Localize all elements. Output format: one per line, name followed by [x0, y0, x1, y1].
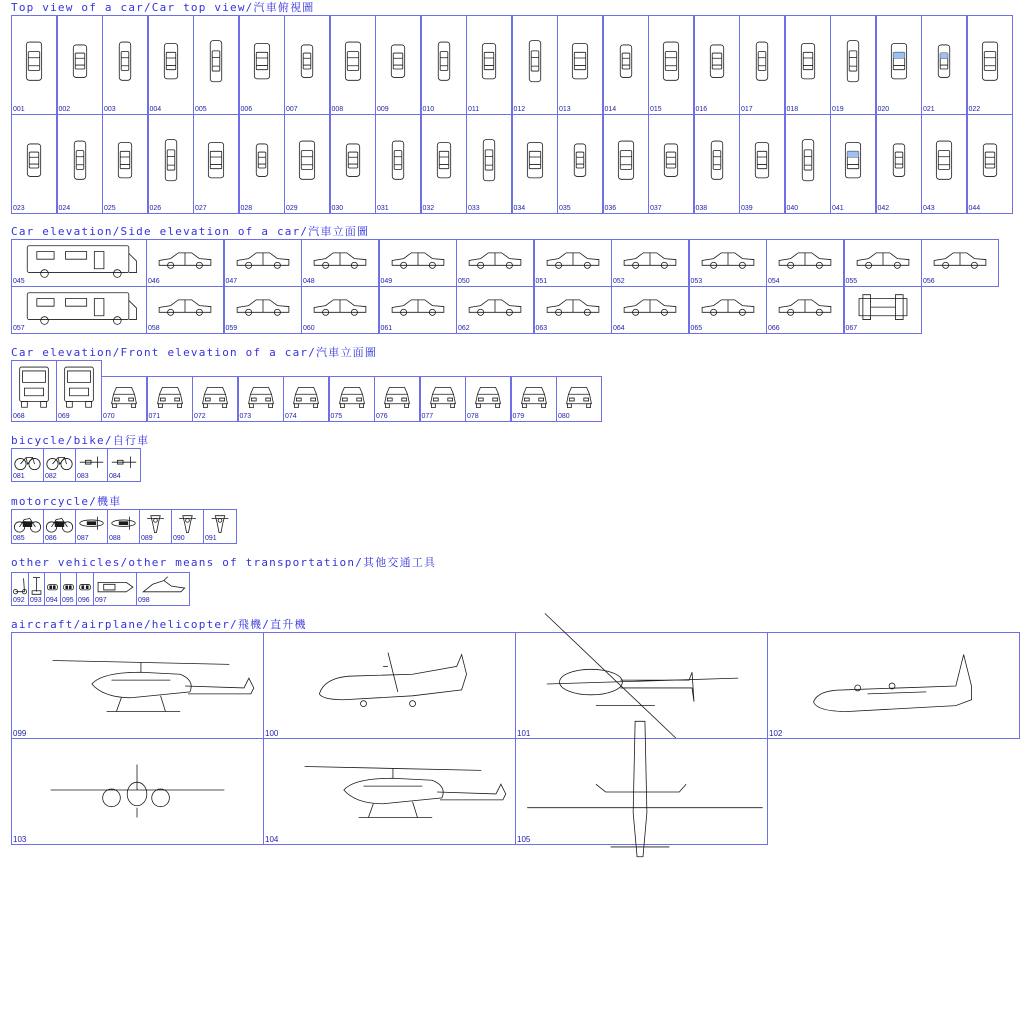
block-067[interactable]	[844, 286, 922, 334]
transport-top-icon	[516, 739, 767, 844]
block-number: 045	[13, 278, 25, 285]
car-top-icon	[103, 16, 147, 114]
block-number: 038	[695, 205, 708, 212]
block-088[interactable]	[107, 509, 140, 544]
block-number: 100	[265, 729, 279, 738]
block-052[interactable]	[611, 239, 689, 287]
block-number: 084	[109, 473, 121, 480]
block-086[interactable]	[43, 509, 76, 544]
block-number: 002	[58, 106, 71, 113]
block-092[interactable]	[11, 572, 29, 606]
section-title-aircraft: aircraft/airplane/helicopter/飛機/直升機	[11, 618, 307, 631]
block-004[interactable]	[148, 15, 194, 115]
car-top-icon	[285, 115, 329, 213]
block-number: 056	[923, 278, 935, 285]
car-top-icon	[331, 115, 375, 213]
car-top-icon	[194, 115, 238, 213]
block-number: 025	[104, 205, 116, 212]
block-number: 027	[195, 205, 207, 212]
block-065[interactable]	[689, 286, 767, 334]
block-018[interactable]	[785, 15, 831, 115]
block-number: 099	[13, 729, 27, 738]
block-090[interactable]	[171, 509, 204, 544]
block-number: 087	[77, 535, 89, 542]
block-078[interactable]	[465, 376, 511, 422]
car-top-icon	[740, 16, 784, 114]
block-089[interactable]	[139, 509, 172, 544]
block-038[interactable]	[694, 114, 740, 214]
block-number: 094	[46, 597, 58, 604]
block-064[interactable]	[611, 286, 689, 334]
car-top-icon	[376, 16, 420, 114]
block-073[interactable]	[238, 376, 284, 422]
block-010[interactable]	[421, 15, 467, 115]
rv-icon	[12, 240, 146, 286]
block-number: 081	[13, 473, 25, 480]
block-008[interactable]	[330, 15, 376, 115]
block-045[interactable]	[11, 239, 147, 287]
block-number: 065	[690, 325, 703, 332]
car-top-icon	[194, 16, 238, 114]
car-top-icon	[149, 115, 193, 213]
block-number: 075	[330, 413, 343, 420]
block-011[interactable]	[466, 15, 512, 115]
block-034[interactable]	[512, 114, 558, 214]
block-096[interactable]	[76, 572, 94, 606]
twin-icon	[12, 739, 263, 844]
block-number: 011	[468, 106, 480, 113]
helicopter-icon	[12, 633, 263, 738]
block-007[interactable]	[284, 15, 330, 115]
car-top-icon	[58, 115, 102, 213]
block-105[interactable]	[515, 738, 768, 845]
section-title-side-elevation: Car elevation/Side elevation of a car/汽車立面圖	[11, 225, 370, 238]
car-top-icon	[240, 115, 284, 213]
block-number: 076	[376, 413, 388, 420]
car-top-icon	[240, 16, 284, 114]
car-top-icon	[376, 115, 420, 213]
block-058[interactable]	[146, 286, 224, 334]
block-number: 006	[240, 106, 253, 113]
block-091[interactable]	[203, 509, 237, 544]
block-005[interactable]	[193, 15, 239, 115]
block-number: 016	[695, 106, 708, 113]
block-number: 085	[13, 535, 25, 542]
block-number: 102	[769, 729, 783, 738]
car-top-icon	[695, 115, 739, 213]
block-071[interactable]	[147, 376, 193, 422]
car-top-icon	[467, 16, 511, 114]
block-055[interactable]	[844, 239, 922, 287]
block-060[interactable]	[301, 286, 379, 334]
block-027[interactable]	[193, 114, 239, 214]
block-number: 053	[690, 278, 703, 285]
block-number: 047	[225, 278, 238, 285]
block-033[interactable]	[466, 114, 512, 214]
car-top-icon	[649, 115, 693, 213]
block-number: 029	[286, 205, 298, 212]
block-number: 070	[103, 413, 115, 420]
block-number: 062	[458, 325, 470, 332]
block-number: 105	[517, 835, 531, 844]
block-022[interactable]	[967, 15, 1013, 115]
block-number: 007	[286, 106, 298, 113]
block-number: 063	[535, 325, 548, 332]
block-081[interactable]	[11, 448, 44, 482]
block-number: 080	[558, 413, 570, 420]
block-080[interactable]	[556, 376, 602, 422]
block-013[interactable]	[557, 15, 603, 115]
block-number: 031	[377, 205, 389, 212]
block-042[interactable]	[876, 114, 922, 214]
block-012[interactable]	[512, 15, 558, 115]
block-048[interactable]	[301, 239, 379, 287]
section-title-front-elevation: Car elevation/Front elevation of a car/汽車立面圖	[11, 346, 378, 359]
block-051[interactable]	[534, 239, 612, 287]
block-number: 072	[194, 413, 206, 420]
car-top-icon	[968, 115, 1012, 213]
block-number: 060	[303, 325, 315, 332]
block-017[interactable]	[739, 15, 785, 115]
car-top-icon	[58, 16, 102, 114]
block-number: 019	[832, 106, 844, 113]
block-040[interactable]	[785, 114, 831, 214]
car-top-icon	[968, 16, 1012, 114]
block-021[interactable]	[921, 15, 967, 115]
car-top-icon	[467, 115, 511, 213]
block-030[interactable]	[330, 114, 376, 214]
block-074[interactable]	[283, 376, 329, 422]
block-number: 103	[13, 835, 27, 844]
block-number: 039	[741, 205, 753, 212]
car-top-icon	[12, 115, 56, 213]
car-top-icon	[877, 16, 921, 114]
block-number: 079	[512, 413, 525, 420]
block-number: 104	[265, 835, 279, 844]
block-number: 001	[13, 106, 25, 113]
block-number: 082	[45, 473, 57, 480]
motorhome-icon	[12, 287, 146, 333]
block-number: 097	[95, 597, 107, 604]
block-014[interactable]	[603, 15, 649, 115]
block-number: 043	[923, 205, 935, 212]
block-number: 014	[604, 106, 617, 113]
block-number: 013	[559, 106, 571, 113]
block-number: 073	[239, 413, 252, 420]
block-number: 067	[845, 325, 858, 332]
car-top-icon	[786, 115, 830, 213]
block-085[interactable]	[11, 509, 44, 544]
block-101[interactable]	[515, 632, 768, 739]
block-number: 077	[421, 413, 434, 420]
block-023[interactable]	[11, 114, 57, 214]
block-083[interactable]	[75, 448, 108, 482]
car-top-icon	[922, 16, 966, 114]
block-number: 068	[13, 413, 25, 420]
block-number: 030	[331, 205, 344, 212]
block-029[interactable]	[284, 114, 330, 214]
block-number: 055	[845, 278, 858, 285]
block-number: 058	[148, 325, 160, 332]
block-number: 101	[517, 729, 531, 738]
block-009[interactable]	[375, 15, 421, 115]
car-top-icon	[604, 16, 648, 114]
truck-front-icon	[12, 361, 56, 421]
block-054[interactable]	[766, 239, 844, 287]
block-032[interactable]	[421, 114, 467, 214]
block-number: 092	[13, 597, 25, 604]
car-top-icon	[285, 16, 329, 114]
helicopter-icon	[264, 739, 515, 844]
block-031[interactable]	[375, 114, 421, 214]
section-title-bicycle: bicycle/bike/自行車	[11, 434, 150, 447]
car-top-icon	[513, 16, 557, 114]
block-number: 059	[225, 325, 238, 332]
block-number: 044	[968, 205, 981, 212]
block-number: 051	[535, 278, 548, 285]
block-number: 088	[109, 535, 121, 542]
block-097[interactable]	[93, 572, 137, 606]
block-number: 026	[149, 205, 162, 212]
section-title-motorcycle: motorcycle/機車	[11, 495, 122, 508]
car-top-icon	[12, 16, 56, 114]
block-028[interactable]	[239, 114, 285, 214]
block-number: 093	[30, 597, 42, 604]
block-number: 091	[205, 535, 217, 542]
block-043[interactable]	[921, 114, 967, 214]
block-number: 048	[303, 278, 315, 285]
block-number: 086	[45, 535, 57, 542]
block-number: 032	[422, 205, 435, 212]
car-top-icon	[513, 115, 557, 213]
block-093[interactable]	[28, 572, 45, 606]
block-102[interactable]	[767, 632, 1020, 739]
block-number: 036	[604, 205, 617, 212]
car-top-icon	[831, 115, 875, 213]
block-number: 089	[141, 535, 153, 542]
block-053[interactable]	[689, 239, 767, 287]
block-number: 009	[377, 106, 389, 113]
block-016[interactable]	[694, 15, 740, 115]
block-number: 083	[77, 473, 89, 480]
block-015[interactable]	[648, 15, 694, 115]
block-number: 090	[173, 535, 185, 542]
block-020[interactable]	[876, 15, 922, 115]
block-003[interactable]	[102, 15, 148, 115]
block-095[interactable]	[60, 572, 77, 606]
block-019[interactable]	[830, 15, 876, 115]
car-top-icon	[422, 115, 466, 213]
block-061[interactable]	[379, 286, 457, 334]
car-top-icon	[103, 115, 147, 213]
block-number: 022	[968, 106, 981, 113]
car-top-icon	[558, 115, 602, 213]
block-number: 098	[138, 597, 150, 604]
block-number: 010	[422, 106, 435, 113]
block-001[interactable]	[11, 15, 57, 115]
block-036[interactable]	[603, 114, 649, 214]
car-top-icon	[786, 16, 830, 114]
car-top-icon	[558, 16, 602, 114]
car-top-icon	[331, 16, 375, 114]
block-number: 069	[58, 413, 70, 420]
block-104[interactable]	[263, 738, 516, 845]
car-top-icon	[695, 16, 739, 114]
block-066[interactable]	[766, 286, 844, 334]
block-006[interactable]	[239, 15, 285, 115]
car-top-icon	[740, 115, 784, 213]
block-number: 024	[58, 205, 71, 212]
block-050[interactable]	[456, 239, 534, 287]
block-number: 015	[650, 106, 662, 113]
block-094[interactable]	[44, 572, 61, 606]
block-number: 033	[468, 205, 480, 212]
block-063[interactable]	[534, 286, 612, 334]
block-number: 028	[240, 205, 253, 212]
block-number: 052	[613, 278, 625, 285]
block-number: 017	[741, 106, 753, 113]
section-title-other-vehicles: other vehicles/other means of transportation/其他交通工具	[11, 556, 437, 569]
block-070[interactable]	[101, 376, 147, 422]
block-number: 018	[786, 106, 799, 113]
block-number: 057	[13, 325, 25, 332]
block-103[interactable]	[11, 738, 264, 845]
block-072[interactable]	[192, 376, 238, 422]
transport-icon	[768, 633, 1019, 738]
block-number: 074	[285, 413, 297, 420]
block-100[interactable]	[263, 632, 516, 739]
block-024[interactable]	[57, 114, 103, 214]
block-number: 046	[148, 278, 160, 285]
car-top-icon	[831, 16, 875, 114]
block-068[interactable]	[11, 360, 57, 422]
block-number: 037	[650, 205, 662, 212]
block-number: 054	[768, 278, 780, 285]
block-number: 021	[923, 106, 935, 113]
block-077[interactable]	[420, 376, 466, 422]
block-076[interactable]	[374, 376, 420, 422]
block-number: 008	[331, 106, 344, 113]
block-075[interactable]	[329, 376, 375, 422]
block-002[interactable]	[57, 15, 103, 115]
block-number: 041	[832, 205, 844, 212]
block-039[interactable]	[739, 114, 785, 214]
block-number: 023	[13, 205, 25, 212]
block-025[interactable]	[102, 114, 148, 214]
car-top-icon	[922, 115, 966, 213]
block-number: 034	[513, 205, 526, 212]
block-number: 012	[513, 106, 526, 113]
block-number: 035	[559, 205, 571, 212]
block-035[interactable]	[557, 114, 603, 214]
block-026[interactable]	[148, 114, 194, 214]
car-top-icon	[422, 16, 466, 114]
block-056[interactable]	[921, 239, 999, 287]
block-number: 064	[613, 325, 625, 332]
block-number: 095	[62, 597, 74, 604]
block-number: 061	[380, 325, 393, 332]
block-number: 050	[458, 278, 470, 285]
block-047[interactable]	[224, 239, 302, 287]
block-number: 040	[786, 205, 799, 212]
block-069[interactable]	[56, 360, 102, 422]
block-number: 096	[78, 597, 90, 604]
block-062[interactable]	[456, 286, 534, 334]
block-number: 078	[467, 413, 479, 420]
car-top-icon	[877, 115, 921, 213]
block-059[interactable]	[224, 286, 302, 334]
helicopter-top-icon	[516, 633, 767, 738]
block-044[interactable]	[967, 114, 1013, 214]
car-top-icon	[649, 16, 693, 114]
block-099[interactable]	[11, 632, 264, 739]
block-number: 049	[380, 278, 393, 285]
block-082[interactable]	[43, 448, 76, 482]
block-079[interactable]	[511, 376, 557, 422]
block-087[interactable]	[75, 509, 108, 544]
block-049[interactable]	[379, 239, 457, 287]
block-084[interactable]	[107, 448, 141, 482]
car-top-icon	[149, 16, 193, 114]
block-number: 004	[149, 106, 162, 113]
block-number: 066	[768, 325, 780, 332]
block-098[interactable]	[136, 572, 190, 606]
block-046[interactable]	[146, 239, 224, 287]
block-number: 071	[148, 413, 161, 420]
block-number: 020	[877, 106, 890, 113]
block-number: 042	[877, 205, 890, 212]
seaplane-icon	[264, 633, 515, 738]
block-number: 005	[195, 106, 207, 113]
truck-front-icon	[57, 361, 101, 421]
block-number: 003	[104, 106, 116, 113]
block-041[interactable]	[830, 114, 876, 214]
block-057[interactable]	[11, 286, 147, 334]
block-037[interactable]	[648, 114, 694, 214]
section-title-top-view: Top view of a car/Car top view/汽車俯視圖	[11, 1, 315, 14]
car-top-icon	[604, 115, 648, 213]
